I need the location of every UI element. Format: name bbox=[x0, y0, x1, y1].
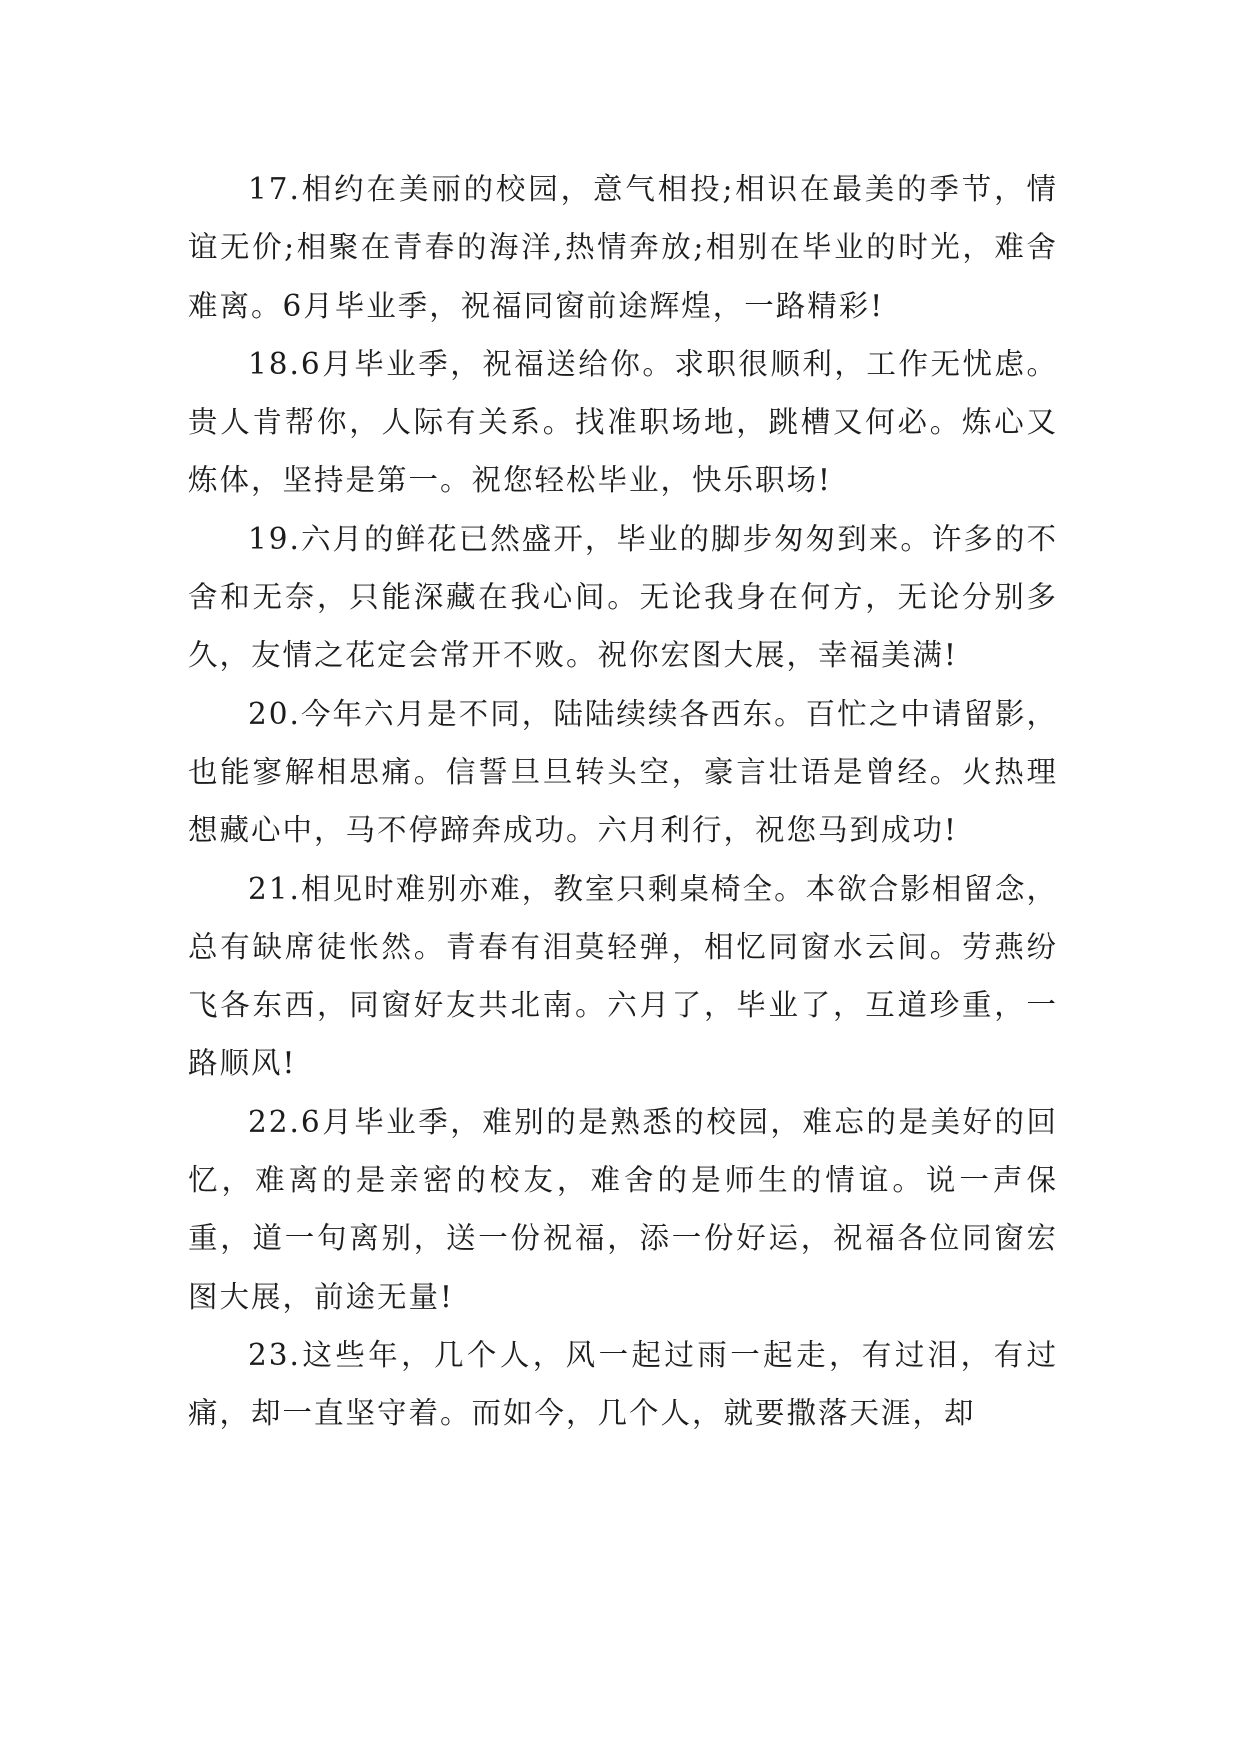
paragraph-22: 22.6月毕业季，难别的是熟悉的校园，难忘的是美好的回忆，难离的是亲密的校友，难舍的是师生的情谊。说一声保重，道一句离别，送一份祝福，添一份好运，祝福各位同窗宏图大展，前途无量! bbox=[188, 1104, 1058, 1314]
document-body bbox=[188, 160, 1058, 1443]
paragraph-23: 23.这些年，几个人，风一起过雨一起走，有过泪，有过痛，却一直坚守着。而如今，几个人，就要撒落天涯，却 bbox=[188, 1337, 1058, 1431]
paragraph-20: 20.今年六月是不同，陆陆续续各西东。百忙之中请留影，也能寥解相思痛。信誓旦旦转头空，豪言壮语是曾经。火热理想藏心中，马不停蹄奔成功。六月利行，祝您马到成功! bbox=[188, 696, 1058, 848]
paragraph-17: 17.相约在美丽的校园，意气相投;相识在最美的季节，情谊无价;相聚在青春的海洋,热情奔放;相别在毕业的时光，难舍难离。6月毕业季，祝福同窗前途辉煌，一路精彩! bbox=[188, 172, 1058, 323]
paragraph-18: 18.6月毕业季，祝福送给你。求职很顺利，工作无忧虑。贵人肯帮你，人际有关系。找准职场地，跳槽又何必。炼心又炼体，坚持是第一。祝您轻松毕业，快乐职场! bbox=[188, 346, 1058, 498]
paragraph-19: 19.六月的鲜花已然盛开，毕业的脚步匆匆到来。许多的不舍和无奈，只能深藏在我心间。无论我身在何方，无论分别多久，友情之花定会常开不败。祝你宏图大展，幸福美满! bbox=[188, 521, 1058, 673]
paragraph-21: 21.相见时难别亦难，教室只剩桌椅全。本欲合影相留念，总有缺席徒怅然。青春有泪莫轻弹，相忆同窗水云间。劳燕纷飞各东西，同窗好友共北南。六月了，毕业了，互道珍重，一路顺风! bbox=[188, 871, 1058, 1081]
